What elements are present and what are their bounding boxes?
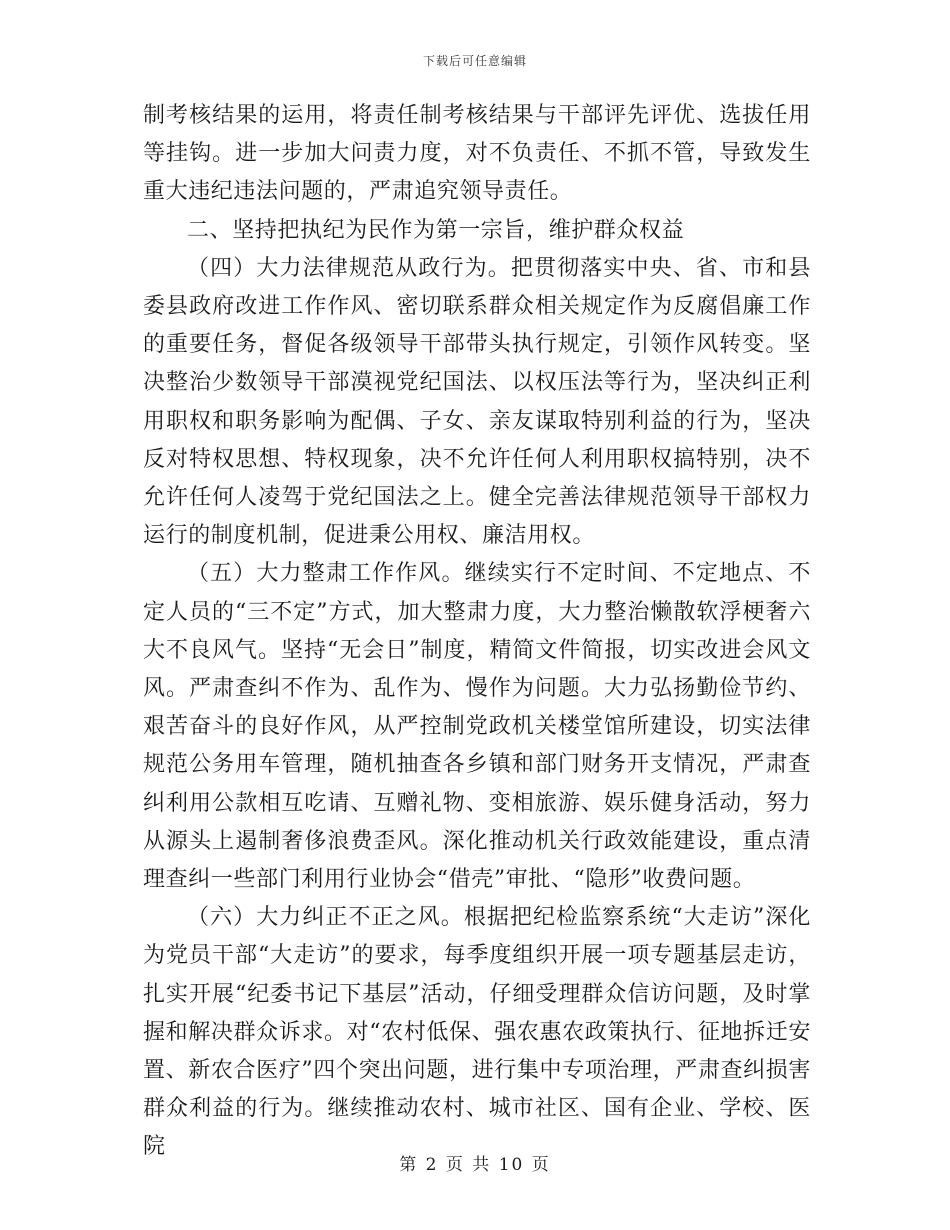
paragraph-continuation: 制考核结果的运用，将责任制考核结果与干部评先评优、选拔任用等挂钩。进一步加大问责力度，对不负责任、不抓不管，导致发生重大违纪违法问题的，严肃追究领导责任。	[143, 103, 811, 205]
page-number: 第 2 页 共 10 页	[399, 1155, 551, 1175]
paragraph-item-5: （五）大力整肃工作作风。继续实行不定时间、不定地点、不定人员的“三不定”方式，加大整肃力度，大力整治懒散软浮梗奢六大不良风气。坚持“无会日”制度，精简文件简报，切实改进会风文风。严肃查纠不作为、乱作为、慢作为问题。大力弘扬勤俭节约、艰苦奋斗的良好作风，从严控制党政机关楼堂馆所建设，切实法律规范公务用车管理，随机抽查各乡镇和部门财务开支情况，严肃查纠利用公款相互吃请、互赠礼物、变相旅游、娱乐健身活动，努力从源头上遏制奢侈浪费歪风。深化推动机关行政效能建设，重点清理查纠一些部门利用行业协会“借壳”审批、“隐形”收费问题。	[143, 561, 811, 893]
page-header: 下载后可任意编辑	[422, 54, 527, 68]
document-body	[143, 97, 811, 1167]
paragraph-item-6: （六）大力纠正不正之风。根据把纪检监察系统“大走访”深化为党员干部“大走访”的要求，每季度组织开展一项专题基层走访，扎实开展“纪委书记下基层”活动，仔细受理群众信访问题，及时掌握和解决群众诉求。对“农村低保、强农惠农政策执行、征地拆迁安置、新农合医疗”四个突出问题，进行集中专项治理，严肃查纠损害群众利益的行为。继续推动农村、城市社区、国有企业、学校、医院	[143, 905, 811, 1160]
paragraph-item-4: （四）大力法律规范从政行为。把贯彻落实中央、省、市和县委县政府改进工作作风、密切联系群众相关规定作为反腐倡廉工作的重要任务，督促各级领导干部带头执行规定，引领作风转变。坚决整治少数领导干部漠视党纪国法、以权压法等行为，坚决纠正利用职权和职务影响为配偶、子女、亲友谋取特别利益的行为，坚决反对特权思想、特权现象，决不允许任何人利用职权搞特别，决不允许任何人凌驾于党纪国法之上。健全完善法律规范领导干部权力运行的制度机制，促进秉公用权、廉洁用权。	[143, 255, 811, 549]
section-heading: 二、坚持把执纪为民作为第一宗旨，维护群众权益	[187, 217, 685, 243]
